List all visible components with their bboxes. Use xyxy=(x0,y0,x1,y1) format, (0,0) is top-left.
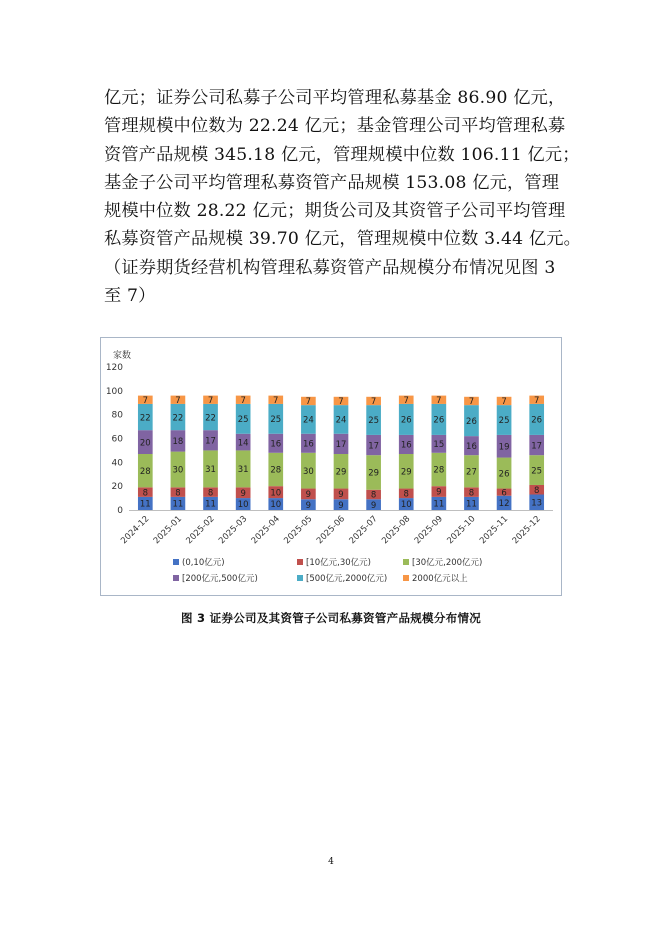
data-label: 25 xyxy=(498,416,510,427)
data-label: 7 xyxy=(240,395,246,406)
legend-label: 2000亿元以上 xyxy=(412,574,468,584)
data-label: 19 xyxy=(498,442,510,453)
data-label: 26 xyxy=(531,415,543,426)
figure-caption: 图 3 证券公司及其资管子公司私募资管产品规模分布情况 xyxy=(180,611,482,625)
data-label: 9 xyxy=(305,500,312,511)
data-label: 24 xyxy=(335,415,347,426)
data-label: 7 xyxy=(501,397,507,408)
data-label: 16 xyxy=(302,439,314,450)
data-label: 8 xyxy=(403,489,409,500)
y-tick-label: 60 xyxy=(111,434,123,445)
data-label: 30 xyxy=(302,466,314,477)
legend-label: [30亿元,200亿元) xyxy=(412,558,483,568)
data-label: 9 xyxy=(338,490,344,501)
data-label: 24 xyxy=(302,415,314,426)
data-label: 7 xyxy=(175,395,181,406)
data-label: 7 xyxy=(403,395,409,406)
paragraph-line: 规模中位数 28.22 亿元；期货公司及其资管子公司平均管理 xyxy=(104,201,566,222)
paragraph-line: 至 7） xyxy=(104,286,156,307)
x-tick-label: 2025-02 xyxy=(184,514,217,547)
chart-canvas xyxy=(101,338,561,595)
data-label: 8 xyxy=(207,488,214,499)
legend-swatch xyxy=(173,559,179,565)
legend-swatch xyxy=(173,575,179,581)
y-tick-label: 0 xyxy=(117,506,123,516)
x-tick-label: 2025-08 xyxy=(380,514,413,547)
data-label: 26 xyxy=(498,469,510,480)
data-label: 25 xyxy=(368,416,380,427)
data-label: 10 xyxy=(237,500,249,511)
data-label: 7 xyxy=(207,395,214,406)
data-label: 22 xyxy=(172,413,184,424)
legend-swatch xyxy=(403,559,409,565)
data-label: 7 xyxy=(370,397,377,408)
x-tick-label: 2025-12 xyxy=(510,514,543,547)
data-label: 11 xyxy=(433,499,445,510)
data-label: 11 xyxy=(466,499,477,510)
legend-label: [500亿元,2000亿元) xyxy=(306,574,388,584)
data-label: 8 xyxy=(175,488,181,499)
data-label: 15 xyxy=(433,440,445,451)
data-label: 17 xyxy=(205,436,216,447)
data-label: 29 xyxy=(368,468,380,479)
data-label: 9 xyxy=(240,488,246,499)
x-tick-label: 2025-05 xyxy=(282,514,315,547)
data-label: 28 xyxy=(270,465,282,476)
data-label: 7 xyxy=(436,395,442,406)
data-label: 26 xyxy=(433,415,445,426)
data-label: 11 xyxy=(172,499,184,510)
data-label: 7 xyxy=(468,397,475,408)
stacked-bar-chart xyxy=(100,337,562,596)
data-label: 18 xyxy=(172,437,184,448)
data-label: 7 xyxy=(338,397,344,408)
data-label: 6 xyxy=(501,488,507,499)
y-tick-label: 120 xyxy=(105,363,123,373)
data-label: 17 xyxy=(531,441,543,452)
x-tick-label: 2025-11 xyxy=(478,514,511,547)
data-label: 16 xyxy=(466,441,477,452)
data-label: 9 xyxy=(370,500,377,511)
data-label: 10 xyxy=(270,488,282,499)
paragraph-line: 私募资管产品规模 39.70 亿元，管理规模中位数 3.44 亿元。 xyxy=(104,229,582,250)
data-label: 10 xyxy=(270,500,282,511)
y-tick-label: 20 xyxy=(111,482,123,493)
data-label: 22 xyxy=(205,413,216,424)
data-label: 29 xyxy=(335,467,347,478)
legend-swatch xyxy=(297,575,303,581)
legend-swatch xyxy=(403,575,409,581)
legend-label: [200亿元,500亿元) xyxy=(182,574,258,584)
body-paragraph xyxy=(104,84,582,310)
data-label: 7 xyxy=(533,395,540,406)
data-label: 8 xyxy=(142,488,149,499)
legend-swatch xyxy=(297,559,303,565)
x-tick-label: 2025-06 xyxy=(314,514,348,547)
data-label: 7 xyxy=(305,397,312,408)
y-tick-label: 100 xyxy=(105,386,123,397)
data-label: 27 xyxy=(466,467,477,478)
data-label: 9 xyxy=(436,487,442,498)
x-tick-label: 2024-12 xyxy=(119,514,152,547)
data-label: 28 xyxy=(433,465,445,476)
paragraph-line: 基金子公司平均管理私募资管产品规模 153.08 亿元，管理 xyxy=(104,172,560,193)
data-label: 11 xyxy=(139,499,151,510)
y-tick-label: 40 xyxy=(111,458,123,469)
data-label: 7 xyxy=(142,395,149,406)
data-label: 16 xyxy=(270,439,282,450)
paragraph-line: （证券期货经营机构管理私募资管产品规模分布情况见图 3 xyxy=(104,257,556,278)
data-label: 30 xyxy=(172,465,184,476)
x-tick-label: 2025-04 xyxy=(249,514,282,547)
paragraph-line: 资管产品规模 345.18 亿元，管理规模中位数 106.11 亿元； xyxy=(104,144,580,165)
data-label: 9 xyxy=(305,490,312,501)
paragraph-line: 亿元；证券公司私募子公司平均管理私募基金 86.90 亿元， xyxy=(104,88,566,108)
data-label: 25 xyxy=(531,466,543,477)
x-tick-label: 2025-07 xyxy=(347,514,380,547)
data-label: 22 xyxy=(139,413,151,424)
data-label: 16 xyxy=(400,440,412,451)
data-label: 10 xyxy=(400,500,412,511)
data-label: 9 xyxy=(338,500,344,511)
data-label: 8 xyxy=(533,485,540,496)
data-label: 17 xyxy=(335,440,347,451)
x-tick-label: 2025-01 xyxy=(151,514,185,547)
y-tick-label: 80 xyxy=(111,410,123,421)
x-tick-label: 2025-03 xyxy=(217,514,250,547)
data-label: 25 xyxy=(237,415,249,426)
data-label: 31 xyxy=(205,465,216,476)
data-label: 28 xyxy=(139,466,151,477)
y-axis-label: 家数 xyxy=(113,351,132,361)
x-tick-label: 2025-10 xyxy=(445,514,478,547)
data-label: 29 xyxy=(400,467,412,478)
legend-label: [10亿元,30亿元) xyxy=(306,558,371,568)
data-label: 17 xyxy=(368,441,380,452)
data-label: 7 xyxy=(273,395,279,406)
data-label: 12 xyxy=(498,499,510,510)
data-label: 25 xyxy=(270,415,282,426)
legend-label: (0,10亿元) xyxy=(182,558,225,568)
x-tick-label: 2025-09 xyxy=(412,514,445,547)
data-label: 26 xyxy=(400,415,412,426)
data-label: 13 xyxy=(531,498,543,509)
data-label: 11 xyxy=(205,499,216,510)
data-label: 26 xyxy=(466,416,477,427)
data-label: 20 xyxy=(139,438,151,449)
data-label: 14 xyxy=(237,438,249,449)
page-number: 4 xyxy=(328,857,334,867)
data-label: 8 xyxy=(468,488,475,499)
data-label: 31 xyxy=(237,465,249,476)
data-label: 8 xyxy=(370,490,377,501)
paragraph-line: 管理规模中位数为 22.24 亿元；基金管理公司平均管理私募 xyxy=(104,116,566,137)
